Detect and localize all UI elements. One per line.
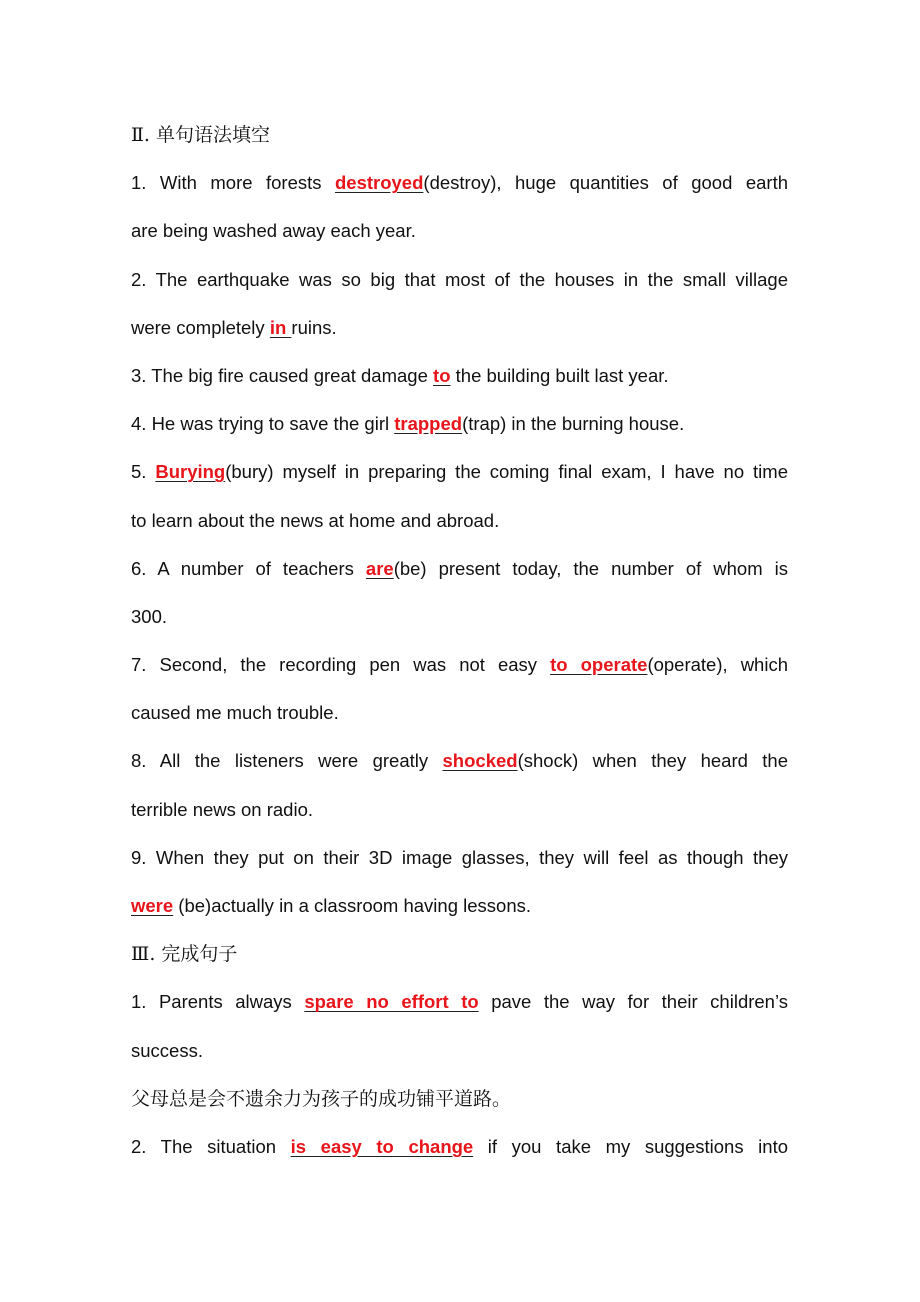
answer-text: shocked	[442, 750, 518, 772]
text-line	[131, 400, 788, 448]
sentence-text: 8. All the listeners were greatly	[131, 750, 443, 772]
answer-text: to	[433, 364, 451, 386]
sentence-text: (trap) in the burning house.	[462, 413, 685, 435]
sentence-text: terrible news on radio.	[131, 798, 314, 820]
text-line	[131, 689, 788, 737]
sentence-text: 300.	[131, 605, 168, 627]
answer-text: were	[131, 895, 174, 916]
sentence-text: (shock) when they heard the	[517, 750, 788, 772]
text-line	[131, 737, 788, 785]
text-line	[131, 882, 788, 930]
text-line	[131, 256, 788, 304]
sentence-text: were completely	[131, 316, 270, 338]
text-line	[131, 834, 788, 882]
sentence-text: 5.	[131, 461, 156, 483]
sentence-text: 2. The earthquake was so big that most of the houses in the small village	[131, 268, 788, 290]
sentence-text: are being washed away each year.	[131, 220, 416, 242]
sentence-text: success.	[131, 1039, 203, 1061]
answer-text: are	[365, 557, 394, 579]
text-line	[131, 1027, 788, 1075]
text-line	[131, 1123, 788, 1171]
answer-text: spare no effort to	[304, 991, 479, 1013]
text-line	[131, 593, 788, 641]
sentence-text: pave the way for their children’s	[478, 991, 788, 1013]
section-heading-line	[131, 1075, 788, 1123]
sentence-text: Ⅱ. 单句语法填空	[131, 124, 270, 146]
text-line	[131, 352, 788, 400]
sentence-text: 1. Parents always	[131, 991, 305, 1013]
text-line	[131, 978, 788, 1026]
text-line	[131, 545, 788, 593]
answer-text: is easy to change	[290, 1135, 474, 1157]
sentence-text: the building built last year.	[450, 364, 669, 386]
sentence-text: 父母总是会不遗余力为孩子的成功铺平道路。	[131, 1087, 512, 1110]
sentence-text: 2. The situation	[131, 1135, 291, 1157]
sentence-text: if you take my suggestions into	[473, 1135, 788, 1157]
sentence-text: 6. A number of teachers	[131, 557, 366, 579]
sentence-text: 3. The big fire caused great damage	[131, 364, 434, 386]
sentence-text: Ⅲ. 完成句子	[131, 943, 238, 966]
answer-text: to operate	[550, 654, 648, 676]
answer-text: trapped	[394, 413, 463, 435]
sentence-text: 7. Second, the recording pen was not easy	[131, 654, 551, 676]
sentence-text: (be) present today, the number of whom is	[393, 557, 788, 579]
sentence-text: (be)actually in a classroom having lessons.	[173, 895, 532, 916]
sentence-text: (operate), which	[647, 654, 788, 676]
text-line	[131, 641, 788, 689]
sentence-text: (destroy), huge quantities of good earth	[423, 172, 788, 194]
answer-text: destroyed	[334, 172, 424, 194]
section-heading-line	[131, 111, 788, 159]
text-line	[131, 159, 788, 207]
text-line	[131, 786, 788, 834]
sentence-text: (bury) myself in preparing the coming final exam, I have no time	[225, 461, 788, 483]
text-line	[131, 448, 788, 496]
exercise-content	[131, 111, 788, 1171]
sentence-text: caused me much trouble.	[131, 702, 339, 724]
sentence-text: 1. With more forests	[131, 172, 335, 194]
text-line	[131, 207, 788, 255]
sentence-text: 9. When they put on their 3D image glasses, they will feel as though they	[131, 846, 788, 868]
answer-text: in	[269, 316, 292, 338]
sentence-text: ruins.	[291, 316, 337, 338]
answer-text: Burying	[155, 461, 226, 483]
text-line	[131, 304, 788, 352]
section-heading-line	[131, 930, 788, 978]
text-line	[131, 497, 788, 545]
sentence-text: 4. He was trying to save the girl	[131, 413, 395, 435]
sentence-text: to learn about the news at home and abroad.	[131, 509, 500, 531]
